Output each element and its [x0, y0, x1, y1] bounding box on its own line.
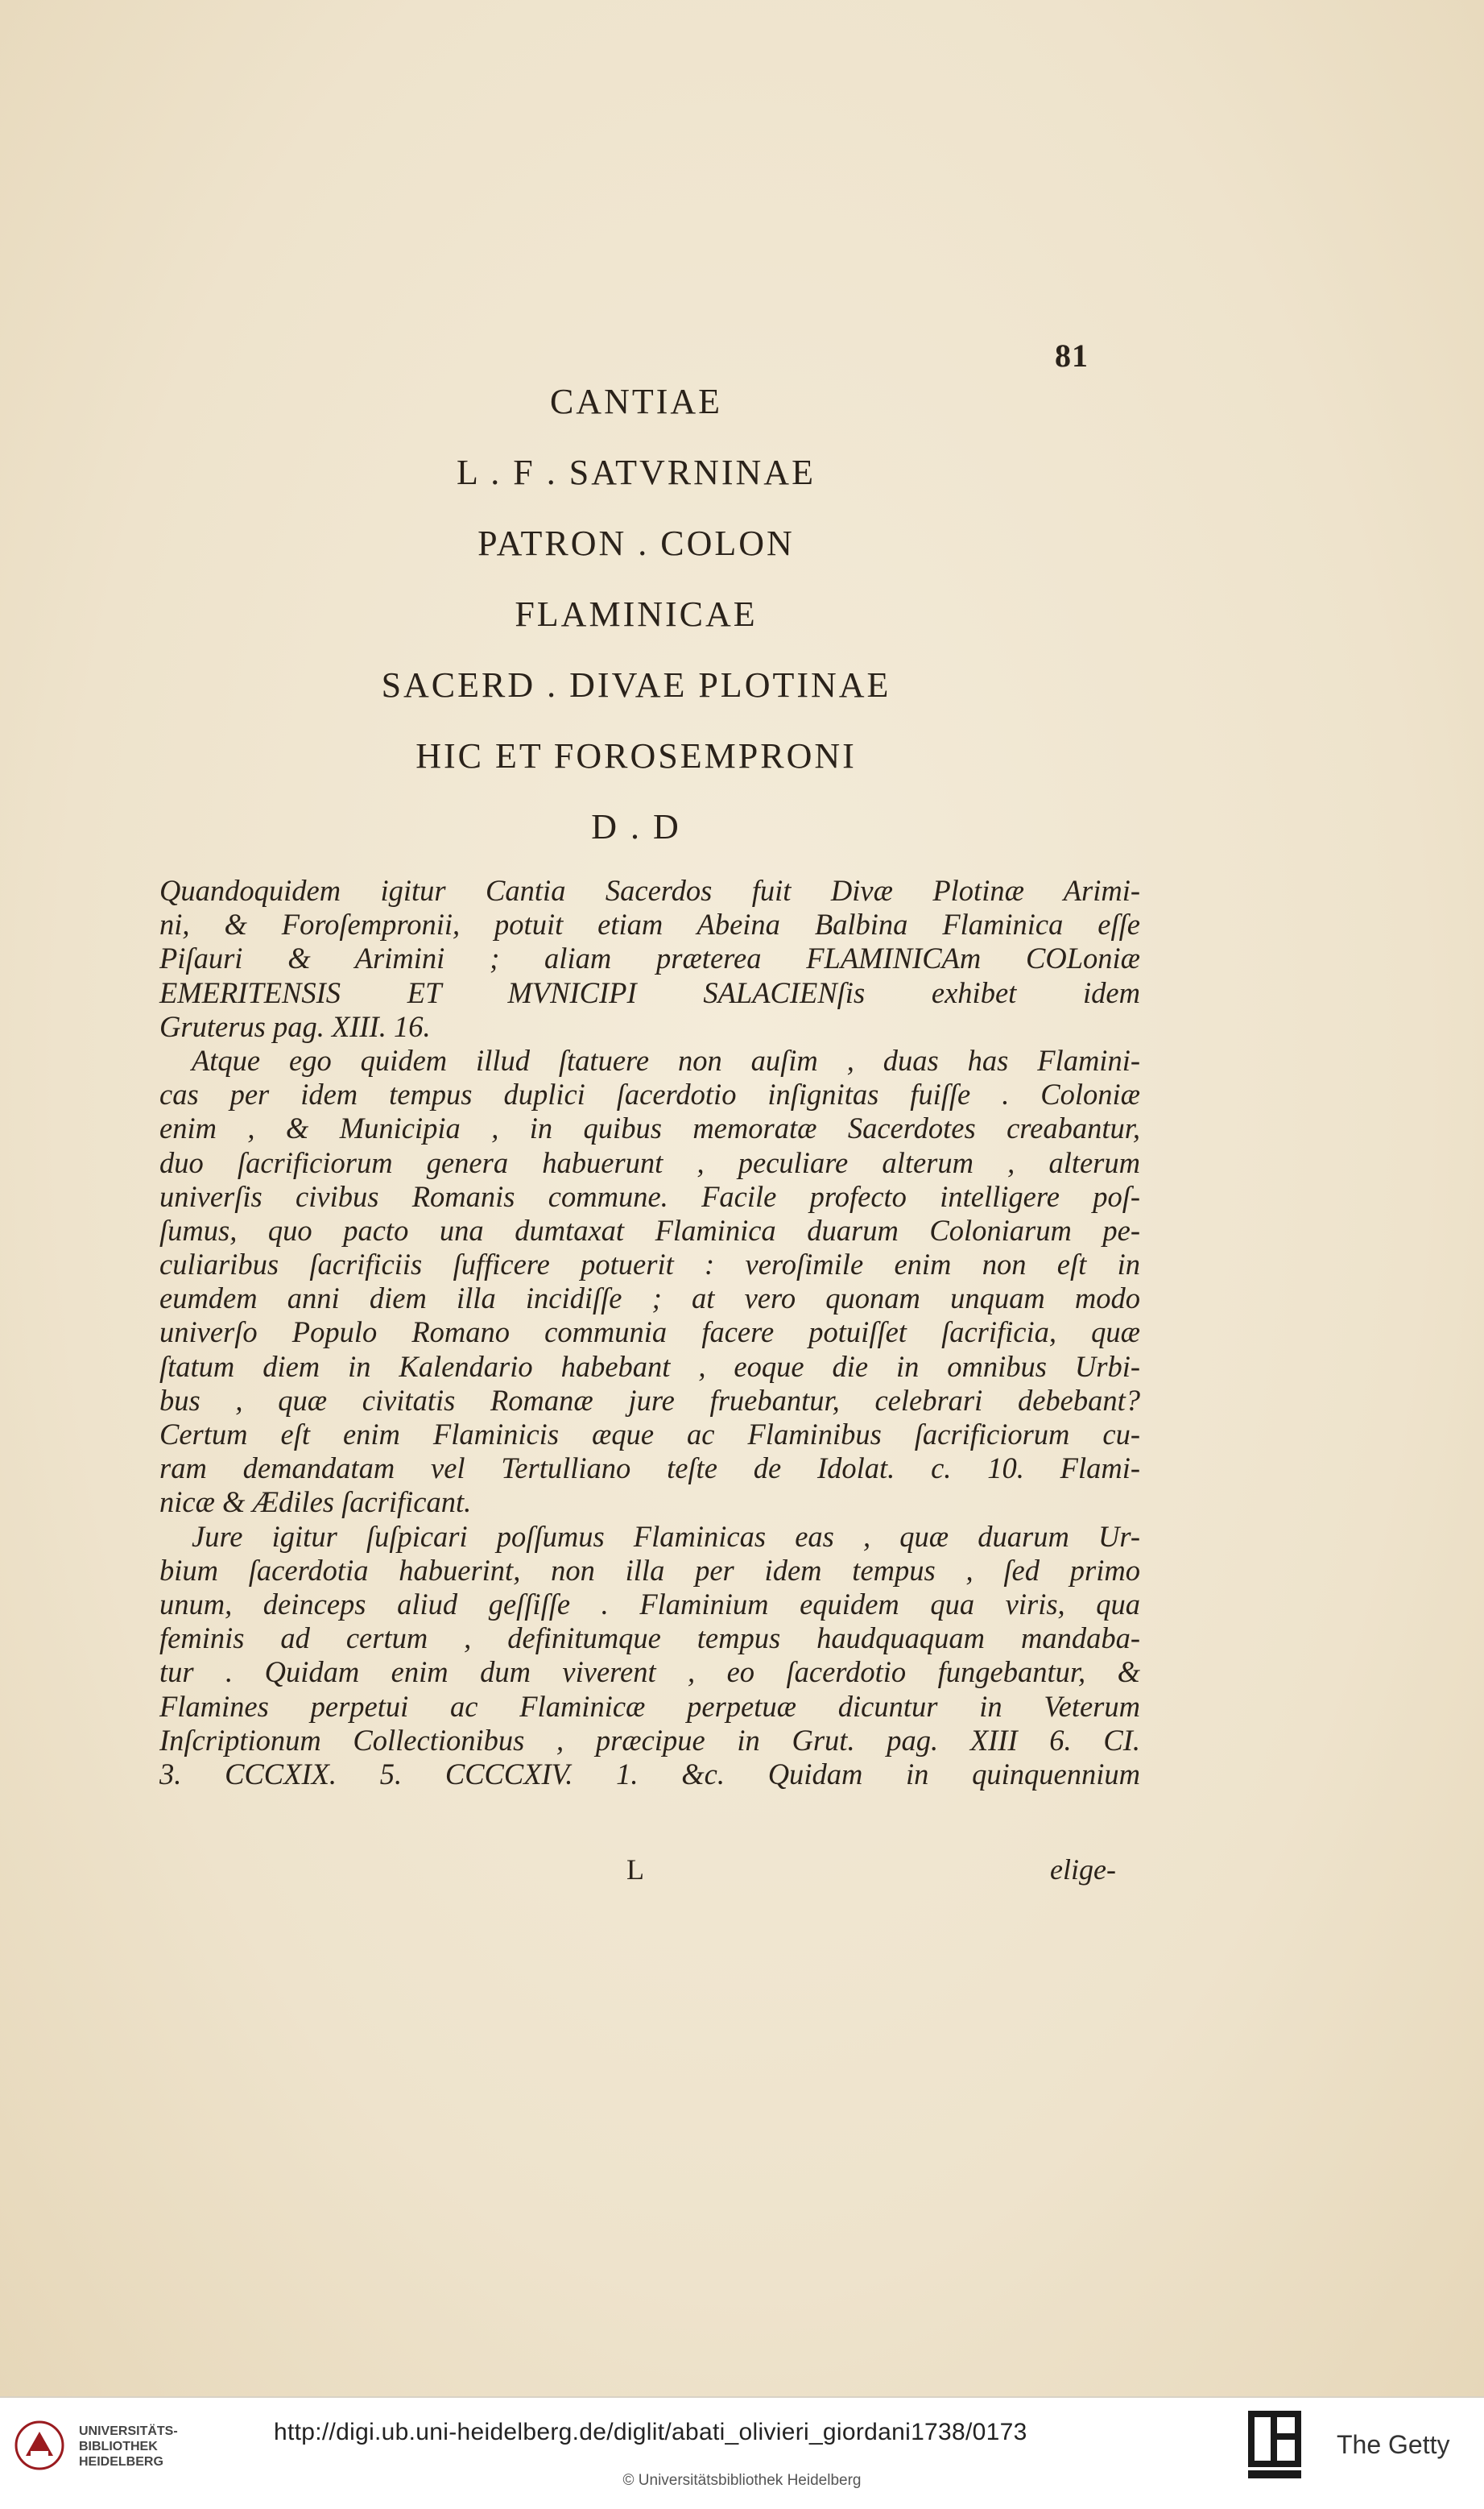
inscription-line: SACERD . DIVAE PLOTINAE [381, 665, 891, 705]
text-line: culiaribus ſacrificiis ſufficere potuerit : veroſimile enim non eſt in [159, 1248, 1140, 1281]
text-line: bium ſacerdotia habuerint, non illa per idem tempus , ſed primo [159, 1553, 1140, 1587]
text-line: univerſo Populo Romano communia facere potuiſſet ſacrificia, quæ [159, 1315, 1140, 1349]
library-name [79, 2424, 178, 2470]
text-line: Certum eſt enim Flaminicis æque ac Flaminibus ſacrificiorum cu- [159, 1418, 1140, 1451]
getty-logo-icon[interactable] [1246, 2409, 1303, 2482]
library-name-line: HEIDELBERG [79, 2455, 163, 2469]
text-line: ſtatum diem in Kalendario habebant , eoque die in omnibus Urbi- [159, 1349, 1140, 1383]
library-logo[interactable] [14, 2416, 208, 2480]
text-line: ſumus, quo pacto una dumtaxat Flaminica duarum Coloniarum pe- [159, 1213, 1140, 1247]
text-line: 3. CCCXIX. 5. CCCCXIV. 1. &c. Quidam in quinquennium [159, 1757, 1140, 1791]
text-line: ram demandatam vel Tertulliano teſte de Idolat. c. 10. Flami- [159, 1451, 1140, 1485]
text-line: Inſcriptionum Collectionibus , præcipue in Grut. pag. XIII 6. CI. [159, 1723, 1140, 1757]
inscription-line: FLAMINICAE [515, 594, 758, 634]
text-line: EMERITENSIS ET MVNICIPI SALACIENſis exhibet idem [159, 975, 1140, 1009]
inscription-line: D . D [591, 807, 681, 847]
text-line: enim , & Municipia , in quibus memoratæ Sacerdotes creabantur, [159, 1112, 1140, 1145]
text-line: Jure igitur ſuſpicari poſſumus Flaminicas eas , quæ duarum Ur- [192, 1519, 1140, 1553]
text-line: duo ſacrificiorum genera habuerunt , peculiare alterum , alterum [159, 1145, 1140, 1179]
permalink-url[interactable]: http://digi.ub.uni-heidelberg.de/diglit/abati_olivieri_giordani1738/0173 [274, 2419, 1027, 2445]
inscription-line: CANTIAE [549, 382, 723, 421]
viewer-footer [0, 2396, 1484, 2509]
body-text [159, 874, 1140, 1791]
partner-name[interactable]: The Getty [1337, 2430, 1450, 2459]
inscription-block [0, 366, 1272, 863]
text-line: cas per idem tempus duplici ſacerdotio inſignitas fuiſſe . Coloniæ [159, 1078, 1140, 1112]
library-name-line: BIBLIOTHEK [79, 2440, 158, 2453]
text-line: nicæ & Ædiles ſacrificant. [159, 1485, 472, 1519]
text-line: Atque ego quidem illud ſtatuere non auſim , duas has Flamini- [192, 1043, 1140, 1077]
signature-row [159, 1853, 1140, 1893]
text-line: tur . Quidam enim dum viverent , eo ſacerdotio fungebantur, & [159, 1655, 1140, 1689]
university-library-logo-icon [14, 2420, 64, 2470]
library-name-line: UNIVERSITÄTS- [79, 2424, 178, 2438]
text-line: Quandoquidem igitur Cantia Sacerdos fuit Divæ Plotinæ Arimi- [159, 874, 1140, 907]
text-line: bus , quæ civitatis Romanæ jure fruebantur, celebrari debebant? [159, 1383, 1140, 1417]
signature-mark: L [626, 1853, 644, 1886]
page-number: 81 [1055, 337, 1089, 374]
catchword: elige- [1050, 1853, 1116, 1886]
copyright-notice: © Universitätsbibliothek Heidelberg [622, 2472, 862, 2489]
text-line: univerſis civibus Romanis commune. Facile profecto intelligere poſ- [159, 1179, 1140, 1213]
text-line: Gruterus pag. XIII. 16. [159, 1009, 431, 1043]
text-line: Flamines perpetui ac Flaminicæ perpetuæ dicuntur in Veterum [159, 1689, 1140, 1723]
text-line: eumdem anni diem illa incidiſſe ; at vero quonam unquam modo [159, 1281, 1140, 1315]
text-line: unum, deinceps aliud geſſiſſe . Flaminium equidem qua viris, qua [159, 1587, 1140, 1621]
inscription-line: L . F . SATVRNINAE [457, 453, 816, 492]
inscription-line: HIC ET FOROSEMPRONI [415, 736, 857, 776]
inscription-line: PATRON . COLON [477, 524, 795, 563]
text-line: Piſauri & Arimini ; aliam præterea FLAMINICAm COLoniæ [159, 942, 1140, 975]
text-line: ni, & Foroſempronii, potuit etiam Abeina Balbina Flaminica eſſe [159, 908, 1140, 942]
text-line: feminis ad certum , definitumque tempus haudquaquam mandaba- [159, 1621, 1140, 1655]
